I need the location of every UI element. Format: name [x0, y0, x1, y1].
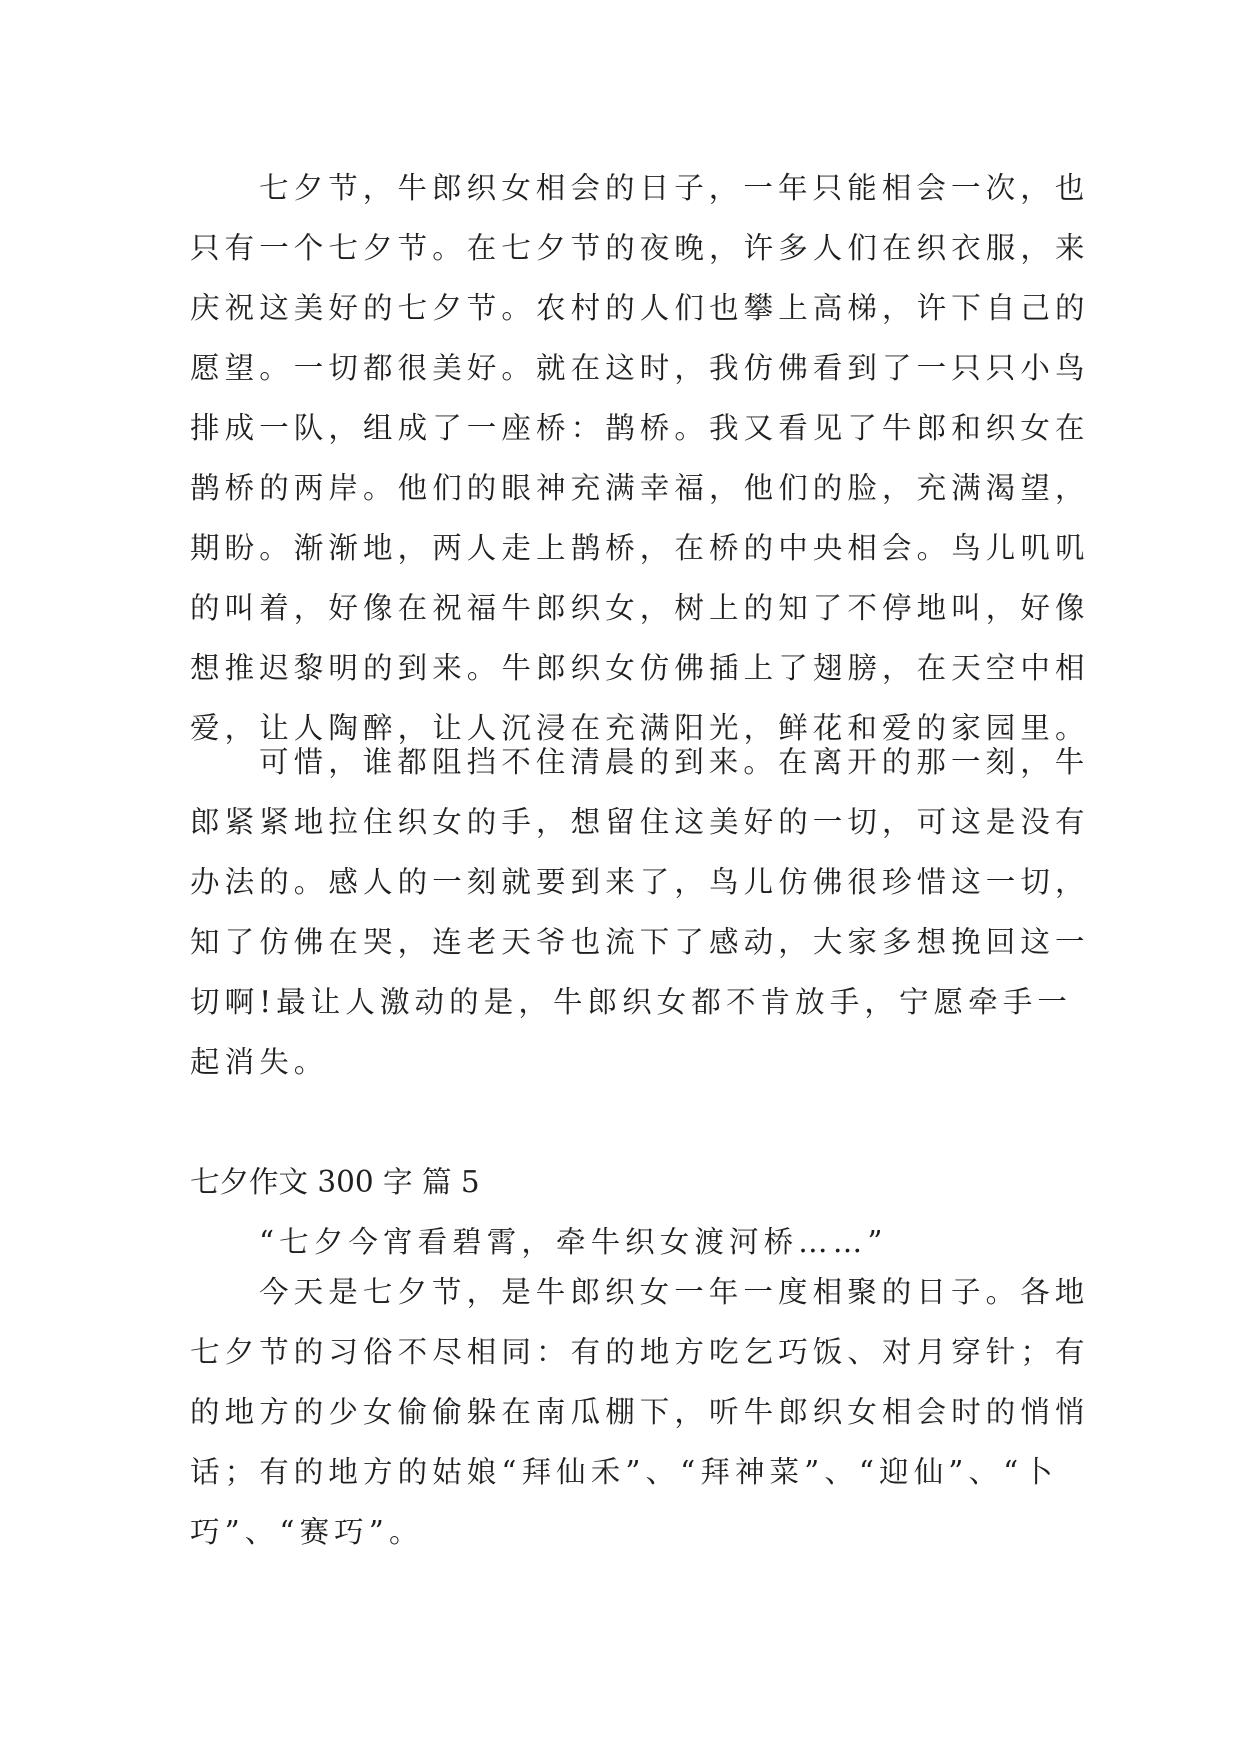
text-line: 七夕节的习俗不尽相同：有的地方吃乞巧饭、对月穿针；有 — [190, 1335, 1090, 1369]
text-line: 只有一个七夕节。在七夕节的夜晚，许多人们在织衣服，来 — [190, 231, 1090, 265]
poem-line: “七夕今宵看碧霄，牵牛织女渡河桥……” — [259, 1225, 888, 1259]
text-line: 知了仿佛在哭，连老天爷也流下了感动，大家多想挽回这一 — [190, 925, 1090, 959]
text-line: 庆祝这美好的七夕节。农村的人们也攀上高梯，许下自己的 — [190, 291, 1090, 325]
text-line: 想推迟黎明的到来。牛郎织女仿佛插上了翅膀，在天空中相 — [190, 651, 1090, 685]
text-line: 话；有的地方的姑娘“拜仙禾”、“拜神菜”、“迎仙”、“卜 — [190, 1455, 1058, 1489]
text-line: 七夕节，牛郎织女相会的日子，一年只能相会一次，也 — [259, 171, 1090, 205]
text-line: 鹊桥的两岸。他们的眼神充满幸福，他们的脸，充满渴望， — [190, 471, 1090, 505]
text-line: 愿望。一切都很美好。就在这时，我仿佛看到了一只只小鸟 — [190, 351, 1090, 385]
paragraph-1 — [190, 158, 1090, 758]
text-line: 期盼。渐渐地，两人走上鹊桥，在桥的中央相会。鸟儿叽叽 — [190, 531, 1090, 565]
text-line: 今天是七夕节，是牛郎织女一年一度相聚的日子。各地 — [259, 1275, 1090, 1309]
text-line: 切啊!最让人激动的是，牛郎织女都不肯放手，宁愿牵手一 — [190, 985, 1072, 1019]
paragraph-3 — [190, 1262, 1090, 1562]
text-line: 排成一队，组成了一座桥：鹊桥。我又看见了牛郎和织女在 — [190, 411, 1090, 445]
text-line: 巧”、“赛巧”。 — [190, 1515, 424, 1549]
text-line: 办法的。感人的一刻就要到来了，鸟儿仿佛很珍惜这一切， — [190, 865, 1090, 899]
text-line: 起消失。 — [190, 1045, 329, 1079]
text-line: 的叫着，好像在祝福牛郎织女，树上的知了不停地叫，好像 — [190, 591, 1090, 625]
text-line: 郎紧紧地拉住织女的手，想留住这美好的一切，可这是没有 — [190, 805, 1090, 839]
text-line: 可惜，谁都阻挡不住清晨的到来。在离开的那一刻，牛 — [259, 745, 1090, 779]
text-line: 爱，让人陶醉，让人沉浸在充满阳光，鲜花和爱的家园里。 — [190, 711, 1090, 745]
text-line: 的地方的少女偷偷躲在南瓜棚下，听牛郎织女相会时的悄悄 — [190, 1395, 1090, 1429]
section-heading: 七夕作文 300 字 篇 5 — [190, 1165, 480, 1199]
paragraph-2 — [190, 732, 1090, 1092]
